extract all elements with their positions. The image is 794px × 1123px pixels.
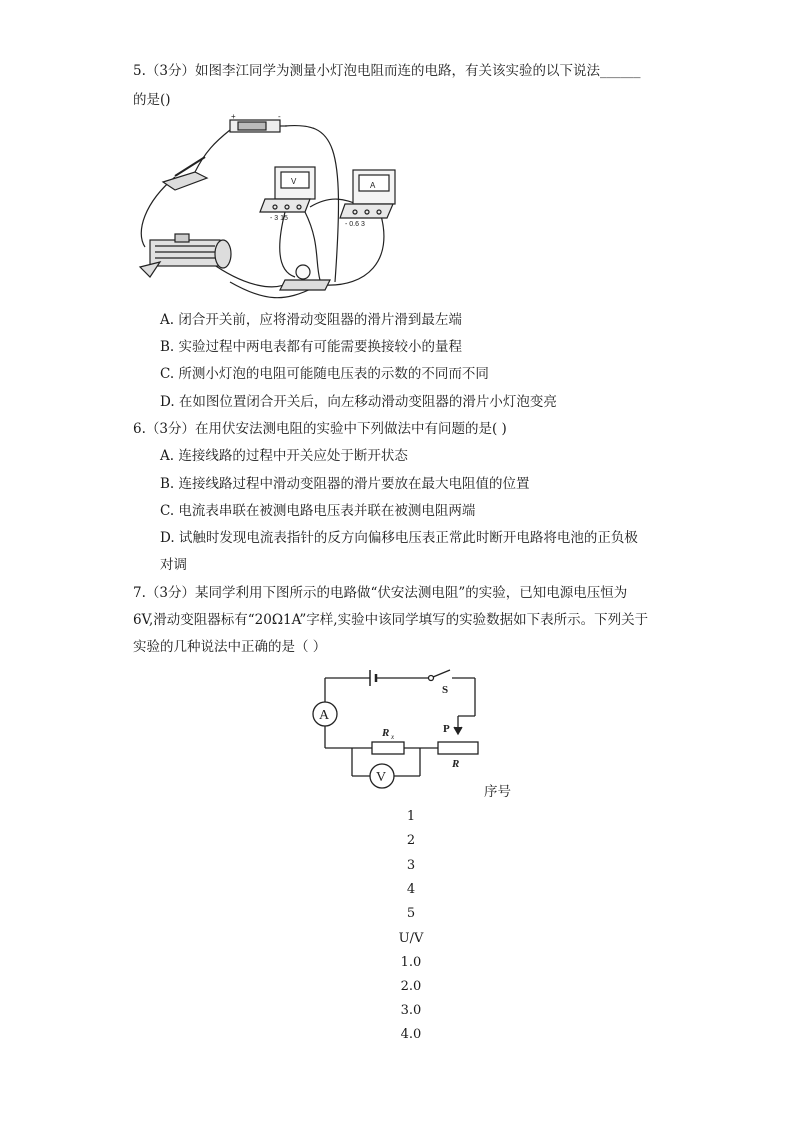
q5-stem-line2: 的是() xyxy=(133,92,171,108)
table-cell-serial-5: 5 xyxy=(406,906,416,921)
switch-label: S xyxy=(442,684,449,696)
rheostat-icon xyxy=(140,234,231,277)
q5-option-a: A. 闭合开关前，应将滑动变阻器的滑片滑到最左端 xyxy=(160,312,462,328)
resistor-label: R xyxy=(382,727,390,739)
switch-icon xyxy=(429,670,451,681)
table-cell-serial-4: 4 xyxy=(406,882,416,897)
q5-option-b: B. 实验过程中两电表都有可能需要换接较小的量程 xyxy=(160,339,463,355)
q7-circuit-diagram xyxy=(310,666,482,796)
voltmeter-icon xyxy=(260,167,315,212)
table-cell-voltage-3: 3.0 xyxy=(400,1003,422,1018)
table-header-voltage: U/V xyxy=(398,931,424,946)
q6-option-b: B. 连接线路过程中滑动变阻器的滑片要放在最大电阻值的位置 xyxy=(160,476,530,492)
bulb-icon xyxy=(280,265,330,290)
battery-plus-label: + xyxy=(231,112,236,121)
table-cell-serial-1: 1 xyxy=(406,809,416,824)
q6-option-d: D. 试触时发现电流表指针的反方向偏移电压表正常此时断开电路将电池的正负极 xyxy=(160,530,638,546)
q5-option-d: D. 在如图位置闭合开关后，向左移动滑动变阻器的滑片小灯泡变亮 xyxy=(160,394,557,410)
q6-option-a: A. 连接线路的过程中开关应处于断开状态 xyxy=(160,448,408,464)
q7-stem-line1: 7.（3分）某同学利用下图所示的电路做“伏安法测电阻”的实验，已知电源电压恒为 xyxy=(133,585,628,601)
q5-option-c: C. 所测小灯泡的电阻可能随电压表的示数的不同而不同 xyxy=(160,366,489,382)
battery-icon xyxy=(370,670,376,686)
resistor-icon xyxy=(372,742,404,754)
rheostat-icon xyxy=(438,742,478,754)
table-cell-voltage-4: 4.0 xyxy=(400,1027,422,1042)
table-cell-serial-3: 3 xyxy=(406,858,416,873)
slider-label: P xyxy=(443,723,450,735)
q5-stem-line1: 5.（3分）如图李江同学为测量小灯泡电阻而连的电路，有关该实验的以下说法______ xyxy=(133,63,641,79)
rheostat-label: R xyxy=(452,758,460,770)
q7-stem-line3: 实验的几种说法中正确的是（ ） xyxy=(133,639,327,655)
q6-option-c: C. 电流表串联在被测电路电压表并联在被测电阻两端 xyxy=(160,503,476,519)
battery-icon xyxy=(230,120,287,132)
ammeter-letter: A xyxy=(370,181,376,190)
q6-option-d-cont: 对调 xyxy=(160,557,187,573)
table-cell-voltage-2: 2.0 xyxy=(400,979,422,994)
voltmeter-scale: - 3 15 xyxy=(270,215,288,222)
table-header-serial: 序号 xyxy=(484,784,511,800)
table-cell-voltage-1: 1.0 xyxy=(400,955,422,970)
battery-minus-label: - xyxy=(278,112,281,121)
q6-stem: 6.（3分）在用伏安法测电阻的实验中下列做法中有问题的是( ) xyxy=(133,421,507,437)
ammeter-letter: A xyxy=(319,708,330,723)
voltmeter-letter: V xyxy=(291,177,297,186)
ammeter-icon xyxy=(340,170,395,218)
table-cell-serial-2: 2 xyxy=(406,833,416,848)
q5-circuit-figure xyxy=(135,112,405,304)
resistor-subscript: x xyxy=(391,733,395,741)
q7-stem-line2: 6V,滑动变阻器标有“20Ω1A”字样,实验中该同学填写的实验数据如下表所示。下列关于 xyxy=(133,612,649,628)
voltmeter-letter: V xyxy=(376,770,387,785)
ammeter-scale: - 0.6 3 xyxy=(345,221,365,228)
